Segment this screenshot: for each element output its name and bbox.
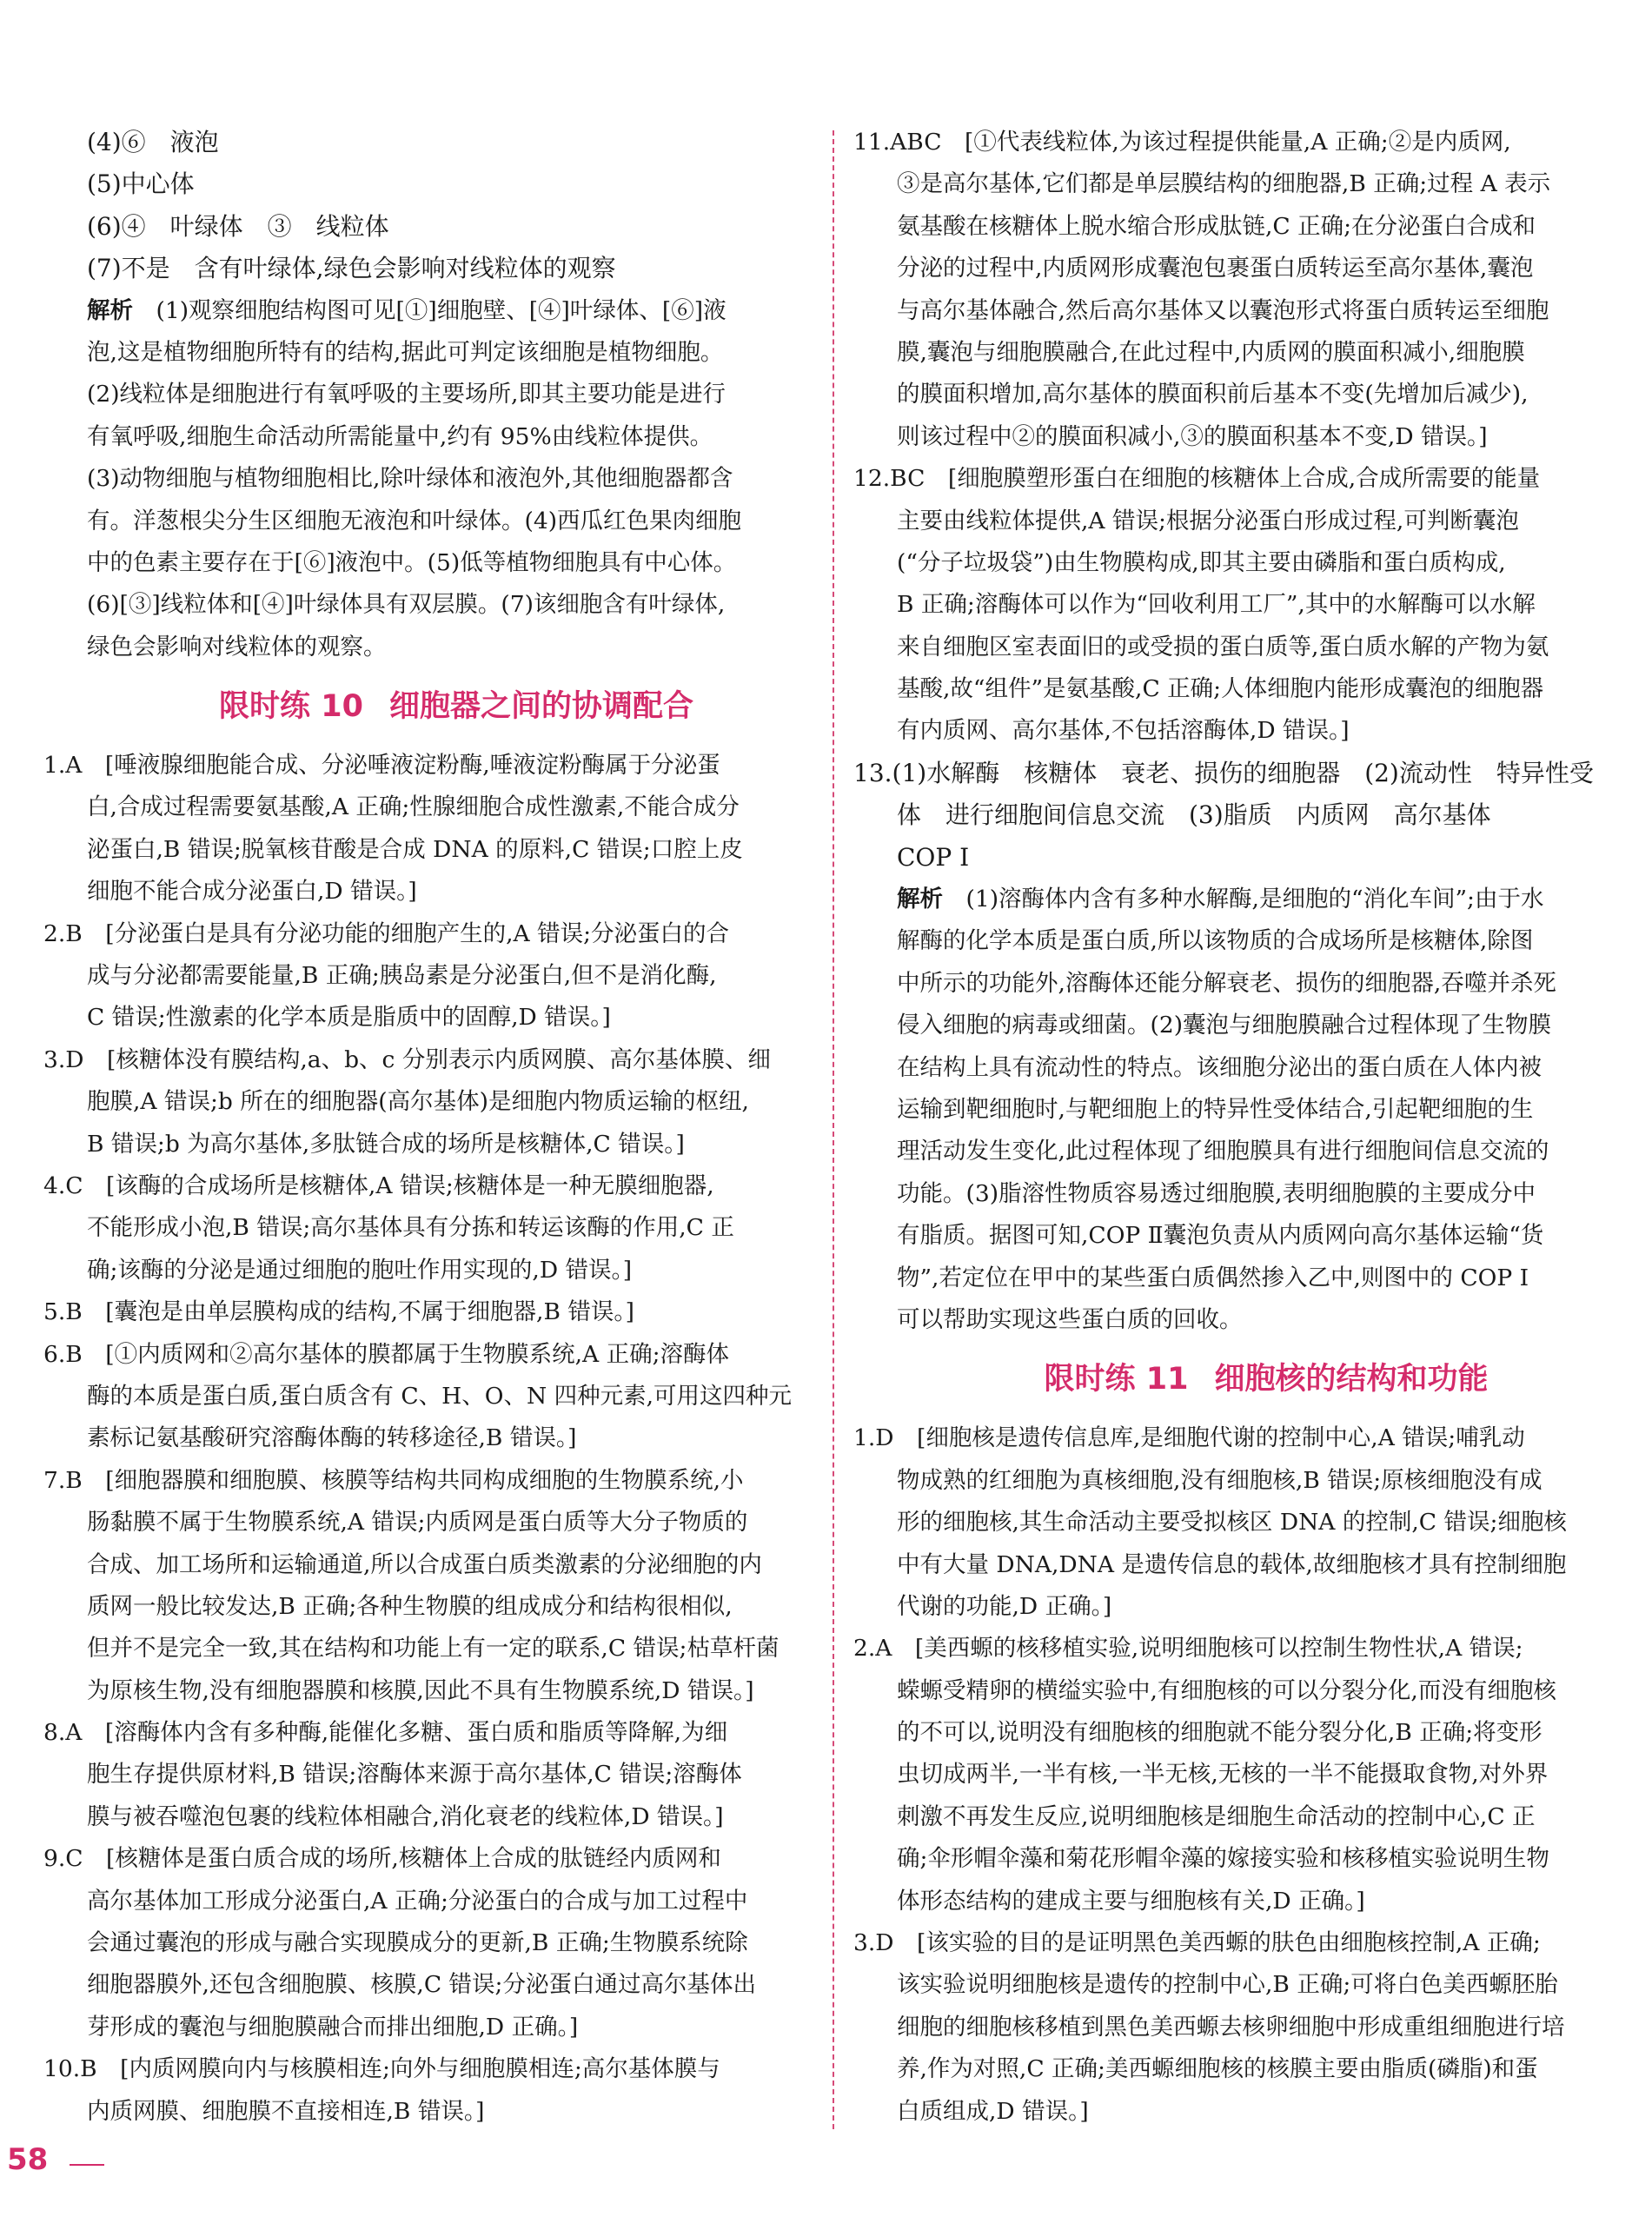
right-column <box>853 122 1627 2133</box>
text-line: 1.A [唾液腺细胞能合成、分泌唾液淀粉酶,唾液淀粉酶属于分泌蛋 <box>43 752 720 780</box>
text-line: 细胞的细胞核移植到黑色美西螈去核卵细胞中形成重组细胞进行培 <box>897 2013 1565 2041</box>
text-line: 有氧呼吸,细胞生命活动所需能量中,约有 95%由线粒体提供。 <box>87 422 713 450</box>
text-line: 内质网膜、细胞膜不直接相连,B 错误。] <box>87 2097 485 2125</box>
text-line: 泌蛋白,B 错误;脱氧核苷酸是合成 DNA 的原料,C 错误;口腔上皮 <box>87 835 743 863</box>
text-line: 7.B [细胞器膜和细胞膜、核膜等结构共同构成细胞的生物膜系统,小 <box>43 1466 744 1494</box>
text-line: 物成熟的红细胞为真核细胞,没有细胞核,B 错误;原核细胞没有成 <box>897 1466 1543 1494</box>
analysis-first-line <box>43 290 817 332</box>
text-line: 11.ABC [①代表线粒体,为该过程提供能量,A 正确;②是内质网, <box>853 129 1511 156</box>
analysis-text: (1)溶酶体内含有多种水解酶,是细胞的“消化车间”;由于水 <box>965 886 1544 913</box>
answer-item <box>43 1165 817 1291</box>
text-line: 细胞不能合成分泌蛋白,D 错误。] <box>87 878 417 906</box>
text-line: 有内质网、高尔基体,不包括溶酶体,D 错误。] <box>897 717 1350 745</box>
text-line: 虫切成两半,一半有核,一半无核,无核的一半不能摄取食物,对外界 <box>897 1761 1549 1789</box>
text-line: 3.D [核糖体没有膜结构,a、b、c 分别表示内质网膜、高尔基体膜、细 <box>43 1045 771 1073</box>
text-line: 运输到靶细胞时,与靶细胞上的特异性受体结合,引起靶细胞的生 <box>897 1095 1534 1123</box>
text-line: 氨基酸在核糖体上脱水缩合形成肽链,C 正确;在分泌蛋白合成和 <box>897 212 1536 240</box>
text-line: ③是高尔基体,它们都是单层膜结构的细胞器,B 正确;过程 A 表示 <box>897 170 1551 198</box>
text-line: 中所示的功能外,溶酶体还能分解衰老、损伤的细胞器,吞噬并杀死 <box>897 969 1556 997</box>
text-line: B 错误;b 为高尔基体,多肽链合成的场所是核糖体,C 错误。] <box>87 1130 685 1158</box>
text-line: 绿色会影响对线粒体的观察。 <box>87 633 387 660</box>
answer-list <box>853 1417 1627 2133</box>
text-line: 为原核生物,没有细胞器膜和核膜,因此不具有生物膜系统,D 错误。] <box>87 1676 754 1704</box>
column-divider <box>833 130 834 2129</box>
page-number: 58 <box>7 2142 49 2177</box>
text-line: 有脂质。据图可知,COP Ⅱ囊泡负责从内质网向高尔基体运输“货 <box>897 1222 1544 1250</box>
answer-item <box>853 458 1627 753</box>
text-line: 素标记氨基酸研究溶酶体酶的转移途径,B 错误。] <box>87 1424 577 1452</box>
page-number-rule <box>70 2164 104 2166</box>
answer-item <box>853 1417 1627 1628</box>
section-title: 细胞器之间的协调配合 <box>388 689 693 725</box>
text-line: B 正确;溶酶体可以作为“回收利用工厂”,其中的水解酶可以水解 <box>897 591 1536 619</box>
text-line: 8.A [溶酶体内含有多种酶,能催化多糖、蛋白质和脂质等降解,为细 <box>43 1719 728 1747</box>
text-line: 2.A [美西螈的核移植实验,说明细胞核可以控制生物性状,A 错误; <box>853 1635 1523 1663</box>
text-line: 的膜面积增加,高尔基体的膜面积前后基本不变(先增加后减少), <box>897 381 1529 408</box>
text-line: 功能。(3)脂溶性物质容易透过细胞膜,表明细胞膜的主要成分中 <box>897 1179 1536 1207</box>
text-line: 5.B [囊泡是由单层膜构成的结构,不属于细胞器,B 错误。] <box>43 1298 634 1326</box>
text-line: 12.BC [细胞膜塑形蛋白在细胞的核糖体上合成,合成所需要的能量 <box>853 465 1541 493</box>
answer-list <box>853 122 1627 753</box>
section-heading <box>43 668 817 745</box>
answer-list <box>43 745 817 2133</box>
text-line: 不能形成小泡,B 错误;高尔基体具有分拣和转运该酶的作用,C 正 <box>87 1214 734 1242</box>
analysis-block <box>853 920 1627 1341</box>
section-number: 限时练 11 <box>1044 1362 1189 1397</box>
text-line: 白质组成,D 错误。] <box>897 2097 1089 2125</box>
text-line: 质网一般比较发达,B 正确;各种生物膜的组成成分和结构很相似, <box>87 1592 733 1620</box>
answer-line: (7)不是 含有叶绿体,绿色会影响对线粒体的观察 <box>87 254 616 283</box>
answer-item <box>43 1291 817 1333</box>
text-line: 理活动发生变化,此过程体现了细胞膜具有进行细胞间信息交流的 <box>897 1138 1549 1165</box>
text-line: 泡,这是植物细胞所特有的结构,据此可判定该细胞是植物细胞。 <box>87 338 724 366</box>
text-line: 形的细胞核,其生命活动主要受拟核区 DNA 的控制,C 错误;细胞核 <box>897 1509 1567 1537</box>
text-line: (3)动物细胞与植物细胞相比,除叶绿体和液泡外,其他细胞器都含 <box>87 465 733 493</box>
answer-line: (6)④ 叶绿体 ③ 线粒体 <box>87 211 389 241</box>
answer-line: COP Ⅰ <box>897 842 970 872</box>
left-column <box>43 122 817 2133</box>
text-line: 确;伞形帽伞藻和菊花形帽伞藻的嫁接实验和核移植实验说明生物 <box>897 1845 1549 1873</box>
text-line: 中有大量 DNA,DNA 是遗传信息的载体,故细胞核才具有控制细胞 <box>897 1550 1567 1578</box>
text-line: 体形态结构的建成主要与细胞核有关,D 正确。] <box>897 1887 1365 1915</box>
text-line: 胞生存提供原材料,B 错误;溶酶体来源于高尔基体,C 错误;溶酶体 <box>87 1761 742 1789</box>
text-line: 养,作为对照,C 正确;美西螈细胞核的核膜主要由脂质(磷脂)和蛋 <box>897 2055 1538 2083</box>
analysis-label: 解析 <box>897 886 943 913</box>
text-line: 但并不是完全一致,其在结构和功能上有一定的联系,C 错误;枯草杆菌 <box>87 1635 780 1663</box>
text-line: 合成、加工场所和运输通道,所以合成蛋白质类激素的分泌细胞的内 <box>87 1550 762 1578</box>
text-line: 中的色素主要存在于[⑥]液泡中。(5)低等植物细胞具有中心体。 <box>87 548 737 576</box>
text-line: 则该过程中②的膜面积减小,③的膜面积基本不变,D 错误。] <box>897 422 1488 450</box>
text-line: 会通过囊泡的形成与融合实现膜成分的更新,B 正确;生物膜系统除 <box>87 1929 748 1957</box>
text-line: 芽形成的囊泡与细胞膜融合而排出细胞,D 正确。] <box>87 2013 579 2041</box>
answer-line: (4)⑥ 液泡 <box>87 128 219 156</box>
answer-item <box>853 122 1627 458</box>
text-line: 2.B [分泌蛋白是具有分泌功能的细胞产生的,A 错误;分泌蛋白的合 <box>43 919 730 947</box>
analysis-label: 解析 <box>87 296 133 324</box>
text-line: C 错误;性激素的化学本质是脂质中的固醇,D 错误。] <box>87 1004 611 1032</box>
text-line: 刺激不再发生反应,说明细胞核是细胞生命活动的控制中心,C 正 <box>897 1802 1536 1830</box>
text-line: 细胞器膜外,还包含细胞膜、核膜,C 错误;分泌蛋白通过高尔基体出 <box>87 1971 756 1999</box>
section-heading <box>853 1341 1627 1417</box>
text-line: 膜与被吞噬泡包裹的线粒体相融合,消化衰老的线粒体,D 错误。] <box>87 1802 724 1830</box>
answer-item <box>43 913 817 1039</box>
text-line: 蝾螈受精卵的横缢实验中,有细胞核的可以分裂分化,而没有细胞核 <box>897 1676 1556 1704</box>
answer-item <box>43 1039 817 1165</box>
text-line: 胞膜,A 错误;b 所在的细胞器(高尔基体)是细胞内物质运输的枢纽, <box>87 1088 749 1116</box>
text-line: 主要由线粒体提供,A 错误;根据分泌蛋白形成过程,可判断囊泡 <box>897 507 1519 534</box>
answer-item <box>43 1334 817 1460</box>
text-line: 确;该酶的分泌是通过细胞的胞吐作用实现的,D 错误。] <box>87 1256 633 1284</box>
text-line: 有。洋葱根尖分生区细胞无液泡和叶绿体。(4)西瓜红色果肉细胞 <box>87 507 742 534</box>
answer-item <box>43 2048 817 2133</box>
answer-item <box>853 1922 1627 2133</box>
text-line: (2)线粒体是细胞进行有氧呼吸的主要场所,即其主要功能是进行 <box>87 381 726 408</box>
text-line: 可以帮助实现这些蛋白质的回收。 <box>897 1305 1243 1333</box>
text-line: 肠黏膜不属于生物膜系统,A 错误;内质网是蛋白质等大分子物质的 <box>87 1509 748 1537</box>
text-line: 侵入细胞的病毒或细菌。(2)囊泡与细胞膜融合过程体现了生物膜 <box>897 1012 1552 1039</box>
text-line: 酶的本质是蛋白质,蛋白质含有 C、H、O、N 四种元素,可用这四种元 <box>87 1382 792 1410</box>
text-line: (6)[③]线粒体和[④]叶绿体具有双层膜。(7)该细胞含有叶绿体, <box>87 591 726 619</box>
answer-item <box>43 745 817 913</box>
text-line: (“分子垃圾袋”)由生物膜构成,即其主要由磷脂和蛋白质构成, <box>897 548 1506 576</box>
text-line: 分泌的过程中,内质网形成囊泡包裹蛋白质转运至高尔基体,囊泡 <box>897 255 1534 282</box>
answer-item <box>43 1712 817 1838</box>
answer-item <box>43 1838 817 2048</box>
text-line: 高尔基体加工形成分泌蛋白,A 正确;分泌蛋白的合成与加工过程中 <box>87 1887 748 1915</box>
text-line: 基酸,故“组件”是氨基酸,C 正确;人体细胞内能形成囊泡的细胞器 <box>897 675 1544 703</box>
answer-line: 13.(1)水解酶 核糖体 衰老、损伤的细胞器 (2)流动性 特异性受 <box>853 758 1594 787</box>
text-line: 该实验说明细胞核是遗传的控制中心,B 正确;可将白色美西螈胚胎 <box>897 1971 1558 1999</box>
text-line: 解酶的化学本质是蛋白质,所以该物质的合成场所是核糖体,除图 <box>897 927 1534 955</box>
analysis-block <box>43 332 817 668</box>
text-line: 成与分泌都需要能量,B 正确;胰岛素是分泌蛋白,但不是消化酶, <box>87 962 717 990</box>
text-line: 4.C [该酶的合成场所是核糖体,A 错误;核糖体是一种无膜细胞器, <box>43 1172 714 1199</box>
section-title: 细胞核的结构和功能 <box>1214 1362 1489 1397</box>
text-line: 与高尔基体融合,然后高尔基体又以囊泡形式将蛋白质转运至细胞 <box>897 296 1549 324</box>
answer-line: (5)中心体 <box>87 169 195 199</box>
text-line: 1.D [细胞核是遗传信息库,是细胞代谢的控制中心,A 错误;哺乳动 <box>853 1424 1525 1452</box>
text-line: 代谢的功能,D 正确。] <box>897 1592 1112 1620</box>
text-line: 6.B [①内质网和②高尔基体的膜都属于生物膜系统,A 正确;溶酶体 <box>43 1340 730 1368</box>
section-number: 限时练 10 <box>219 689 363 725</box>
analysis-first-line <box>853 879 1627 920</box>
text-line: 物”,若定位在甲中的某些蛋白质偶然掺入乙中,则图中的 COP Ⅰ <box>897 1264 1529 1291</box>
answer-item <box>853 1628 1627 1922</box>
text-line: 的不可以,说明没有细胞核的细胞就不能分裂分化,B 正确;将变形 <box>897 1719 1543 1747</box>
text-line: 膜,囊泡与细胞膜融合,在此过程中,内质网的膜面积减小,细胞膜 <box>897 338 1525 366</box>
text-line: 3.D [该实验的目的是证明黑色美西螈的肤色由细胞核控制,A 正确; <box>853 1929 1541 1957</box>
answer-line: 体 进行细胞间信息交流 (3)脂质 内质网 高尔基体 <box>897 800 1491 830</box>
text-line: 在结构上具有流动性的特点。该细胞分泌出的蛋白质在人体内被 <box>897 1053 1542 1081</box>
answer-item <box>43 1460 817 1712</box>
text-line: 9.C [核糖体是蛋白质合成的场所,核糖体上合成的肽链经内质网和 <box>43 1845 721 1873</box>
text-line: 来自细胞区室表面旧的或受损的蛋白质等,蛋白质水解的产物为氨 <box>897 633 1549 660</box>
analysis-text: (1)观察细胞结构图可见[①]细胞壁、[④]叶绿体、[⑥]液 <box>156 296 726 324</box>
text-line: 白,合成过程需要氨基酸,A 正确;性腺细胞合成性激素,不能合成分 <box>87 793 740 821</box>
text-line: 10.B [内质网膜向内与核膜相连;向外与细胞膜相连;高尔基体膜与 <box>43 2055 720 2083</box>
